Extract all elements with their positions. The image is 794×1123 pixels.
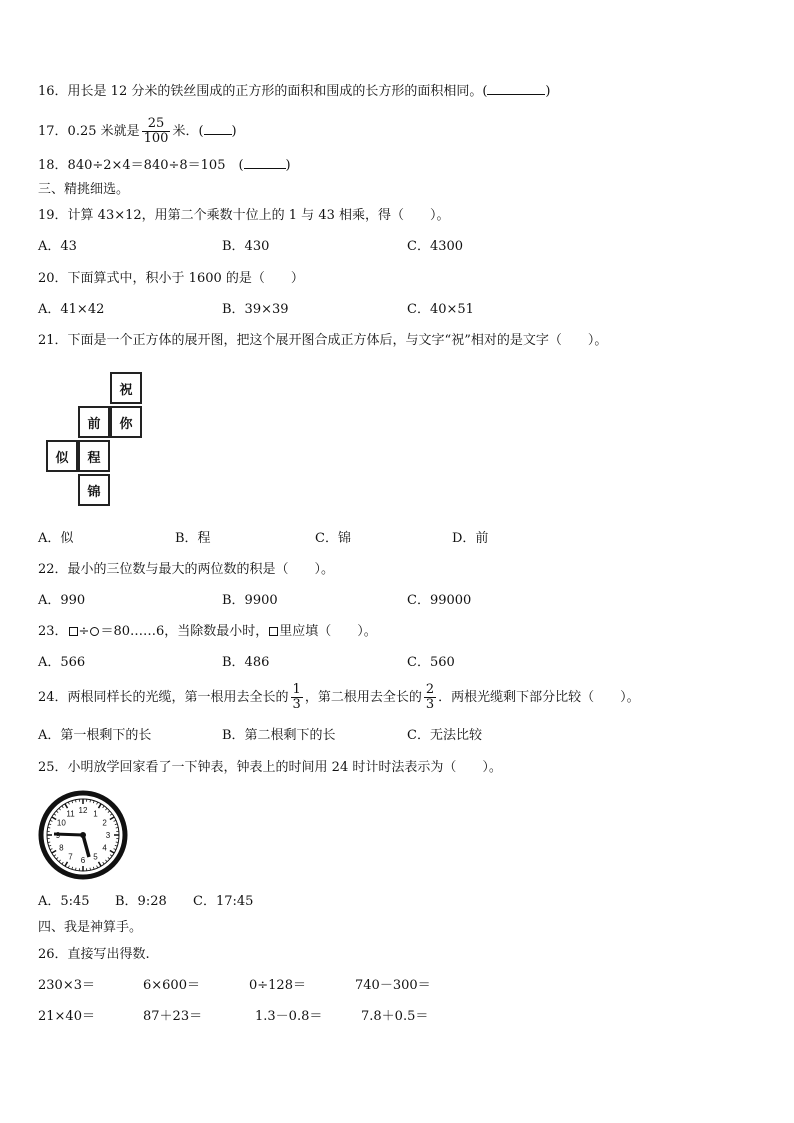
- clock-icon: [38, 790, 128, 880]
- cube-face-zhu: 祝: [110, 372, 142, 404]
- option-b[interactable]: B．430: [222, 239, 270, 254]
- option-b[interactable]: B．9:28: [115, 894, 167, 909]
- calc-item: 740－300＝: [355, 978, 431, 993]
- answer-blank[interactable]: [487, 82, 545, 95]
- option-a[interactable]: A．第一根剩下的长: [38, 728, 152, 743]
- circle-symbol-icon: [90, 627, 99, 636]
- cube-face-qian: 前: [78, 406, 110, 438]
- close-paren: ): [545, 84, 551, 99]
- clock-tick: [48, 842, 50, 843]
- calc-item: 21×40＝: [38, 1009, 95, 1024]
- question-20-text: 20．下面算式中，积小于 1600 的是（ ）: [38, 271, 304, 286]
- question-17: [38, 117, 237, 146]
- question-22-text: 22．最小的三位数与最大的两位数的积是（ ）。: [38, 562, 335, 577]
- calc-item: 7.8＋0.5＝: [361, 1009, 429, 1024]
- fraction-numerator: 25: [142, 117, 171, 132]
- clock-number: 8: [59, 843, 64, 853]
- question-19-text: 19．计算 43×12，用第二个乘数十位上的 1 与 43 相乘，得（ ）。: [38, 208, 450, 223]
- option-b[interactable]: B．486: [222, 655, 270, 670]
- option-b[interactable]: B．9900: [222, 593, 278, 608]
- clock-number: 3: [105, 831, 111, 840]
- question-21-text: 21．下面是一个正方体的展开图，把这个展开图合成正方体后，与文字“祝”相对的是文字（ ）。: [38, 333, 608, 348]
- question-17-pre: 17．0.25 米就是: [38, 124, 140, 139]
- square-symbol-icon: [69, 627, 78, 636]
- option-c[interactable]: C．无法比较: [407, 728, 482, 743]
- clock-tick: [90, 800, 91, 802]
- fraction-denominator: 3: [292, 697, 301, 712]
- fraction-denominator: 100: [143, 131, 169, 146]
- option-a[interactable]: A．43: [38, 239, 77, 254]
- clock-number: 4: [102, 843, 107, 853]
- option-b[interactable]: B．程: [175, 531, 211, 546]
- clock-number: 10: [56, 818, 66, 828]
- calc-item: 0÷128＝: [249, 978, 306, 993]
- clock-number: 2: [102, 818, 107, 828]
- clock-tick: [90, 868, 91, 870]
- option-c[interactable]: C．4300: [407, 239, 464, 254]
- option-c[interactable]: C．99000: [407, 593, 472, 608]
- question-17-post: 米．(: [172, 124, 204, 139]
- question-25-text: 25．小明放学回家看了一下钟表，钟表上的时间用 24 时计时法表示为（ ）。: [38, 760, 502, 775]
- clock-number: 11: [66, 809, 75, 819]
- question-18-text: 18．840÷2×4＝840÷8＝105 (: [38, 158, 244, 173]
- cube-face-si: 似: [46, 440, 78, 472]
- square-symbol-icon: [269, 627, 278, 636]
- question-24-mid: ，第二根用去全长的: [304, 690, 422, 705]
- divide-sign: ÷: [78, 624, 90, 639]
- clock-center: [80, 832, 86, 838]
- calc-item: 6×600＝: [143, 978, 200, 993]
- section-4-heading: 四、我是神算手。: [38, 920, 143, 935]
- question-24-post: ．两根光缆剩下部分比较（ ）。: [438, 690, 640, 705]
- option-c[interactable]: C．40×51: [407, 302, 474, 317]
- section-3-heading: 三、精挑细选。: [38, 182, 130, 197]
- option-c[interactable]: C．560: [407, 655, 455, 670]
- clock-tick: [76, 800, 77, 802]
- option-a[interactable]: A．5:45: [38, 894, 90, 909]
- option-a[interactable]: A．41×42: [38, 302, 105, 317]
- question-23-post: 里应填（ ）。: [279, 624, 377, 639]
- clock-number: 5: [93, 852, 98, 862]
- question-23-mid: ＝80……6，当除数最小时，: [100, 624, 269, 639]
- fraction-numerator: 1: [292, 682, 301, 697]
- calc-item: 230×3＝: [38, 978, 95, 993]
- cube-face-ni: 你: [110, 406, 142, 438]
- answer-blank[interactable]: [244, 156, 286, 169]
- option-a[interactable]: A．似: [38, 531, 74, 546]
- question-24: [38, 683, 640, 712]
- question-18: [38, 156, 291, 175]
- cube-face-jin: 锦: [78, 474, 110, 506]
- option-d[interactable]: D．前: [452, 531, 489, 546]
- question-23: [38, 623, 377, 641]
- question-26-text: 26．直接写出得数.: [38, 947, 150, 962]
- clock-number: 1: [93, 809, 98, 819]
- question-23-pre: 23．: [38, 624, 68, 639]
- clock-number: 12: [78, 806, 88, 815]
- clock-tick: [116, 842, 118, 843]
- question-16: [38, 82, 551, 101]
- fraction-numerator: 2: [425, 682, 435, 697]
- answer-blank[interactable]: [204, 122, 232, 135]
- cube-face-cheng: 程: [78, 440, 110, 472]
- close-paren: ): [285, 158, 291, 173]
- question-16-text: 16．用长是 12 分米的铁丝围成的正方形的面积和围成的长方形的面积相同。(: [38, 84, 488, 99]
- fraction: [142, 117, 171, 146]
- clock-minute-hand: [54, 834, 83, 835]
- option-b[interactable]: B．39×39: [222, 302, 289, 317]
- option-c[interactable]: C．锦: [315, 531, 351, 546]
- question-24-pre: 24．两根同样长的光缆，第一根用去全长的: [38, 690, 289, 705]
- option-b[interactable]: B．第二根剩下的长: [222, 728, 336, 743]
- fraction-denominator: 3: [425, 697, 435, 712]
- clock-tick: [116, 828, 118, 829]
- calc-item: 1.3－0.8＝: [255, 1009, 323, 1024]
- option-c[interactable]: C．17:45: [193, 894, 254, 909]
- clock-tick: [48, 828, 50, 829]
- option-a[interactable]: A．990: [38, 593, 86, 608]
- close-paren: ): [231, 124, 237, 139]
- clock-number: 6: [80, 856, 86, 865]
- fraction-one-third: [291, 683, 303, 712]
- calc-item: 87＋23＝: [143, 1009, 203, 1024]
- option-a[interactable]: A．566: [38, 655, 86, 670]
- clock-tick: [76, 868, 77, 870]
- fraction-two-thirds: [424, 683, 436, 712]
- clock-number: 7: [68, 852, 73, 862]
